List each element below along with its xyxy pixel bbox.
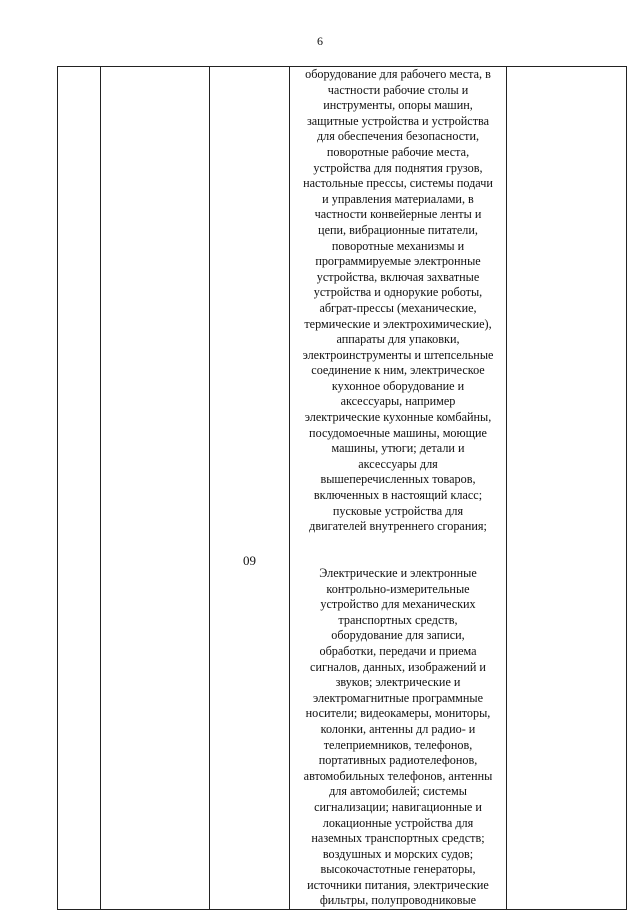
goods-text-line: звуков; электрические и [335, 675, 461, 690]
goods-text-line: Электрические и электронные [319, 566, 477, 580]
goods-text-line: программируемые электронные [315, 254, 481, 269]
goods-text-line: двигателей внутреннего сгорания; [309, 519, 487, 534]
goods-text-line: оборудование для записи, [331, 628, 465, 643]
goods-text-line: абграт-прессы (механические, [319, 300, 477, 315]
goods-text-line: транспортных средств, [338, 612, 458, 627]
goods-text-line: аксессуары, например [340, 394, 456, 409]
goods-text-line: колонки, антенны дл радио- и [320, 721, 476, 736]
table-cell-empty-2 [101, 67, 210, 910]
goods-text-line: цепи, вибрационные питатели, [318, 222, 478, 237]
goods-text-line: устройство для механических [320, 597, 476, 612]
goods-text-line: контрольно-измерительные [326, 581, 470, 596]
goods-text-line: электроинструменты и штепсельные [302, 347, 494, 362]
goods-text-line: термические и электрохимические), [304, 316, 492, 331]
class-number: 09 [243, 553, 256, 569]
goods-text-line: локационные устройства для [322, 815, 474, 830]
goods-text-line: для обеспечения безопасности, [316, 129, 480, 144]
goods-text-line: сигнализации; навигационные и [314, 799, 482, 814]
page-number: 6 [317, 34, 323, 48]
class-number-cell [210, 67, 290, 910]
goods-text-line: для автомобилей; системы [329, 784, 467, 799]
goods-text-line: машины, утюги; детали и [331, 441, 465, 456]
goods-text-line: соединение к ним, электрическое [311, 363, 485, 378]
goods-text-line: устройства, включая захватные [316, 269, 480, 284]
goods-text-line: включенных в настоящий класс; [313, 488, 483, 503]
goods-text-line: поворотные рабочие места, [326, 144, 470, 159]
goods-text-line: частности конвейерные ленты и [314, 207, 482, 222]
goods-text-line: портативных радиотелефонов, [318, 753, 478, 768]
goods-text-line: инструменты, опоры машин, [323, 98, 473, 113]
document-table [57, 66, 627, 910]
goods-text-line: и управления материалами, в [322, 191, 474, 206]
goods-text-line: воздушных и морских судов; [322, 846, 474, 861]
goods-text-line: наземных транспортных средств; [311, 831, 485, 846]
table-row [58, 67, 627, 910]
goods-text-line: электрические кухонные комбайны, [304, 410, 492, 425]
goods-text-line: посудомоечные машины, моющие [309, 425, 487, 440]
goods-text-line: электромагнитные программные [312, 690, 484, 705]
table-cell-empty-1 [58, 67, 101, 910]
goods-text-line: вышеперечисленных товаров, [320, 472, 476, 487]
goods-text-line: защитные устройства и устройства [306, 113, 490, 128]
goods-text-line: телеприемников, телефонов, [323, 737, 473, 752]
goods-text-line: аксессуары для [358, 456, 438, 471]
goods-list-cell [290, 67, 507, 910]
goods-text-line: поворотные механизмы и [331, 238, 465, 253]
goods-text-line: источники питания, электрические [307, 877, 489, 892]
paragraph-gap [290, 535, 506, 551]
goods-text-line: оборудование для рабочего места, в [305, 67, 491, 81]
goods-text-line: обработки, передачи и приема [319, 643, 477, 658]
goods-text-line: частности рабочие столы и [327, 82, 469, 97]
goods-text-line: кухонное оборудование и [331, 378, 465, 393]
goods-text-line: устройства для поднятия грузов, [313, 160, 483, 175]
goods-text-line: автомобильных телефонов, антенны [303, 768, 493, 783]
goods-text-line: устройства и однорукие роботы, [313, 285, 483, 300]
goods-text-line: пусковые устройства для [332, 503, 464, 518]
goods-text-line: настольные прессы, системы подачи [303, 176, 493, 191]
table-cell-empty-5 [507, 67, 627, 910]
goods-text-line: носители; видеокамеры, мониторы, [305, 706, 491, 721]
paragraph-gap [290, 550, 506, 566]
goods-text-line: фильтры, полупроводниковые [319, 893, 477, 908]
goods-text-line: высокочастотные генераторы, [320, 862, 476, 877]
goods-text-line: аппараты для упаковки, [336, 332, 460, 347]
goods-text-line: сигналов, данных, изображений и [310, 659, 486, 674]
